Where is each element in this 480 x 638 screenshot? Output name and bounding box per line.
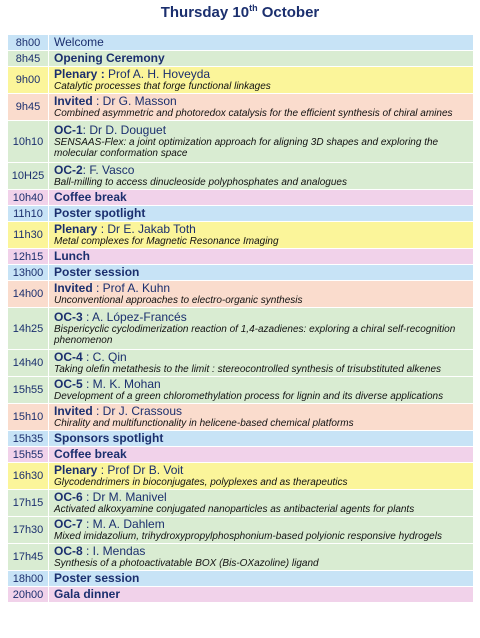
event-title	[54, 95, 473, 108]
event-title	[54, 491, 473, 504]
schedule-row	[8, 571, 474, 587]
event-label: Gala dinner	[54, 587, 121, 601]
event-title	[54, 572, 473, 585]
schedule-row	[8, 431, 474, 447]
schedule-row	[8, 121, 474, 163]
event-cell	[49, 265, 474, 281]
event-title	[54, 124, 473, 137]
time-cell: 15h55	[8, 447, 49, 463]
schedule-table	[7, 34, 474, 603]
talk-title: Activated alkoxyamine conjugated nanoparticles as antibacterial agents for plants	[54, 504, 415, 515]
time-cell: 10H25	[8, 163, 49, 190]
time-cell: 10h10	[8, 121, 49, 163]
event-title	[54, 223, 473, 236]
event-label: OC-4	[54, 350, 83, 364]
event-cell	[49, 431, 474, 447]
event-label: Coffee break	[54, 447, 127, 461]
event-cell	[49, 163, 474, 190]
event-cell	[49, 571, 474, 587]
talk-title: Development of a green chloromethylation process for lignin and its diverse applications	[54, 391, 444, 402]
event-label: OC-7	[54, 517, 83, 531]
speaker-name: : Dr E. Jakab Toth	[97, 222, 196, 236]
event-label: Invited	[54, 281, 93, 295]
speaker-name: : C. Qin	[82, 350, 127, 364]
event-label: Opening Ceremony	[54, 51, 165, 65]
event-cell	[49, 51, 474, 67]
schedule-row	[8, 94, 474, 121]
schedule-row	[8, 490, 474, 517]
talk-title: Ball-milling to access dinucleoside polyphosphates and analogues	[54, 177, 347, 188]
time-cell: 12h15	[8, 249, 49, 265]
event-title	[54, 36, 473, 49]
schedule-row	[8, 265, 474, 281]
event-cell	[49, 544, 474, 571]
event-cell	[49, 350, 474, 377]
event-label: Poster spotlight	[54, 206, 146, 220]
time-cell: 17h15	[8, 490, 49, 517]
schedule-row	[8, 281, 474, 308]
title-suffix: October	[257, 4, 320, 21]
event-title	[54, 464, 473, 477]
event-label: Poster session	[54, 265, 140, 279]
schedule-row	[8, 404, 474, 431]
event-cell	[49, 67, 474, 94]
schedule-row	[8, 377, 474, 404]
event-title	[54, 378, 473, 391]
event-title	[54, 250, 473, 263]
time-cell: 13h00	[8, 265, 49, 281]
time-cell: 10h40	[8, 190, 49, 206]
schedule-row	[8, 67, 474, 94]
time-cell: 9h45	[8, 94, 49, 121]
event-title	[54, 588, 473, 601]
event-label: Plenary :	[54, 67, 105, 81]
event-cell	[49, 35, 474, 51]
time-cell: 15h55	[8, 377, 49, 404]
time-cell: 11h30	[8, 222, 49, 249]
schedule-row	[8, 544, 474, 571]
event-title	[54, 68, 473, 81]
event-cell	[49, 447, 474, 463]
event-cell	[49, 94, 474, 121]
schedule-row	[8, 517, 474, 544]
time-cell: 20h00	[8, 587, 49, 603]
speaker-name: : Dr D. Douguet	[82, 123, 167, 137]
event-label: Plenary	[54, 222, 98, 236]
speaker-name: : Dr J. Crassous	[92, 404, 183, 418]
time-cell: 16h30	[8, 463, 49, 490]
speaker-name: : A. López-Francés	[82, 310, 187, 324]
schedule-row	[8, 163, 474, 190]
time-cell: 14h40	[8, 350, 49, 377]
time-cell: 9h00	[8, 67, 49, 94]
talk-title: Glycodendrimers in bioconjugates, polyplexes and as therapeutics	[54, 477, 348, 488]
event-label: Coffee break	[54, 190, 127, 204]
event-title	[54, 311, 473, 324]
talk-title: Combined asymmetric and photoredox catalysis for the efficient synthesis of chiral amines	[54, 108, 453, 119]
event-title	[54, 191, 473, 204]
schedule-row	[8, 190, 474, 206]
title-prefix: Thursday 10	[160, 4, 250, 21]
event-cell	[49, 377, 474, 404]
talk-title: Metal complexes for Magnetic Resonance Imaging	[54, 236, 279, 247]
event-cell	[49, 490, 474, 517]
time-cell: 15h35	[8, 431, 49, 447]
time-cell: 11h10	[8, 206, 49, 222]
schedule-row	[8, 249, 474, 265]
talk-title: Chirality and multifunctionality in helicene-based chemical platforms	[54, 418, 354, 429]
schedule-row	[8, 447, 474, 463]
time-cell: 8h00	[8, 35, 49, 51]
speaker-name: : I. Mendas	[82, 544, 146, 558]
event-title	[54, 545, 473, 558]
speaker-name: : Dr M. Manivel	[82, 490, 167, 504]
speaker-name: : M. K. Mohan	[82, 377, 161, 391]
event-cell	[49, 121, 474, 163]
event-title	[54, 518, 473, 531]
talk-title: Unconventional approaches to electro-organic synthesis	[54, 295, 303, 306]
event-cell	[49, 206, 474, 222]
event-label: Poster session	[54, 571, 140, 585]
schedule-row	[8, 206, 474, 222]
event-title	[54, 164, 473, 177]
time-cell: 18h00	[8, 571, 49, 587]
event-cell	[49, 308, 474, 350]
time-cell: 15h10	[8, 404, 49, 431]
speaker-name: : Prof A. Kuhn	[92, 281, 171, 295]
talk-title: Mixed imidazolium, trihydroxypropylphosphonium-based polyionic responsive hydrogels	[54, 531, 442, 542]
event-cell	[49, 404, 474, 431]
speaker-name: : F. Vasco	[82, 163, 135, 177]
event-title	[54, 52, 473, 65]
time-cell: 17h30	[8, 517, 49, 544]
event-label: Sponsors spotlight	[54, 431, 164, 445]
event-label: Invited	[54, 404, 93, 418]
event-cell	[49, 222, 474, 249]
time-cell: 14h00	[8, 281, 49, 308]
event-cell	[49, 190, 474, 206]
speaker-name: : Dr G. Masson	[92, 94, 177, 108]
event-title	[54, 282, 473, 295]
schedule-row	[8, 463, 474, 490]
speaker-name: Welcome	[54, 35, 104, 49]
event-cell	[49, 463, 474, 490]
title-superscript: th	[249, 3, 258, 13]
event-title	[54, 405, 473, 418]
event-label: Invited	[54, 94, 93, 108]
schedule-row	[8, 350, 474, 377]
event-label: OC-5	[54, 377, 83, 391]
talk-title: Catalytic processes that forge functional linkages	[54, 81, 271, 92]
talk-title: Synthesis of a photoactivatable BOX (Bis-OXazoline) ligand	[54, 558, 319, 569]
event-label: Lunch	[54, 249, 90, 263]
event-cell	[49, 281, 474, 308]
speaker-name: : M. A. Dahlem	[82, 517, 165, 531]
speaker-name: Prof A. H. Hoveyda	[104, 67, 211, 81]
time-cell: 17h45	[8, 544, 49, 571]
talk-title: Taking olefin metathesis to the limit : stereocontrolled synthesis of trisubstituted alkenes	[54, 364, 442, 375]
event-title	[54, 351, 473, 364]
page-title	[0, 3, 480, 21]
event-cell	[49, 249, 474, 265]
event-label: Plenary	[54, 463, 98, 477]
event-label: OC-2	[54, 163, 83, 177]
event-title	[54, 432, 473, 445]
schedule-row	[8, 35, 474, 51]
time-cell: 14h25	[8, 308, 49, 350]
event-label: OC-1	[54, 123, 83, 137]
schedule-body	[8, 35, 474, 603]
event-title	[54, 207, 473, 220]
event-label: OC-6	[54, 490, 83, 504]
event-cell	[49, 587, 474, 603]
speaker-name: : Prof Dr B. Voit	[97, 463, 184, 477]
talk-title: SENSAAS-Flex: a joint optimization approach for aligning 3D shapes and exploring the molecular conformation space	[54, 137, 439, 159]
event-title	[54, 448, 473, 461]
event-title	[54, 266, 473, 279]
time-cell: 8h45	[8, 51, 49, 67]
event-label: OC-3	[54, 310, 83, 324]
talk-title: Bispericyclic cyclodimerization reaction of 1,4-azadienes: exploring a chiral self-recognition phenomenon	[54, 324, 456, 346]
schedule-row	[8, 587, 474, 603]
schedule-row	[8, 51, 474, 67]
event-cell	[49, 517, 474, 544]
schedule-row	[8, 222, 474, 249]
schedule-row	[8, 308, 474, 350]
event-label: OC-8	[54, 544, 83, 558]
